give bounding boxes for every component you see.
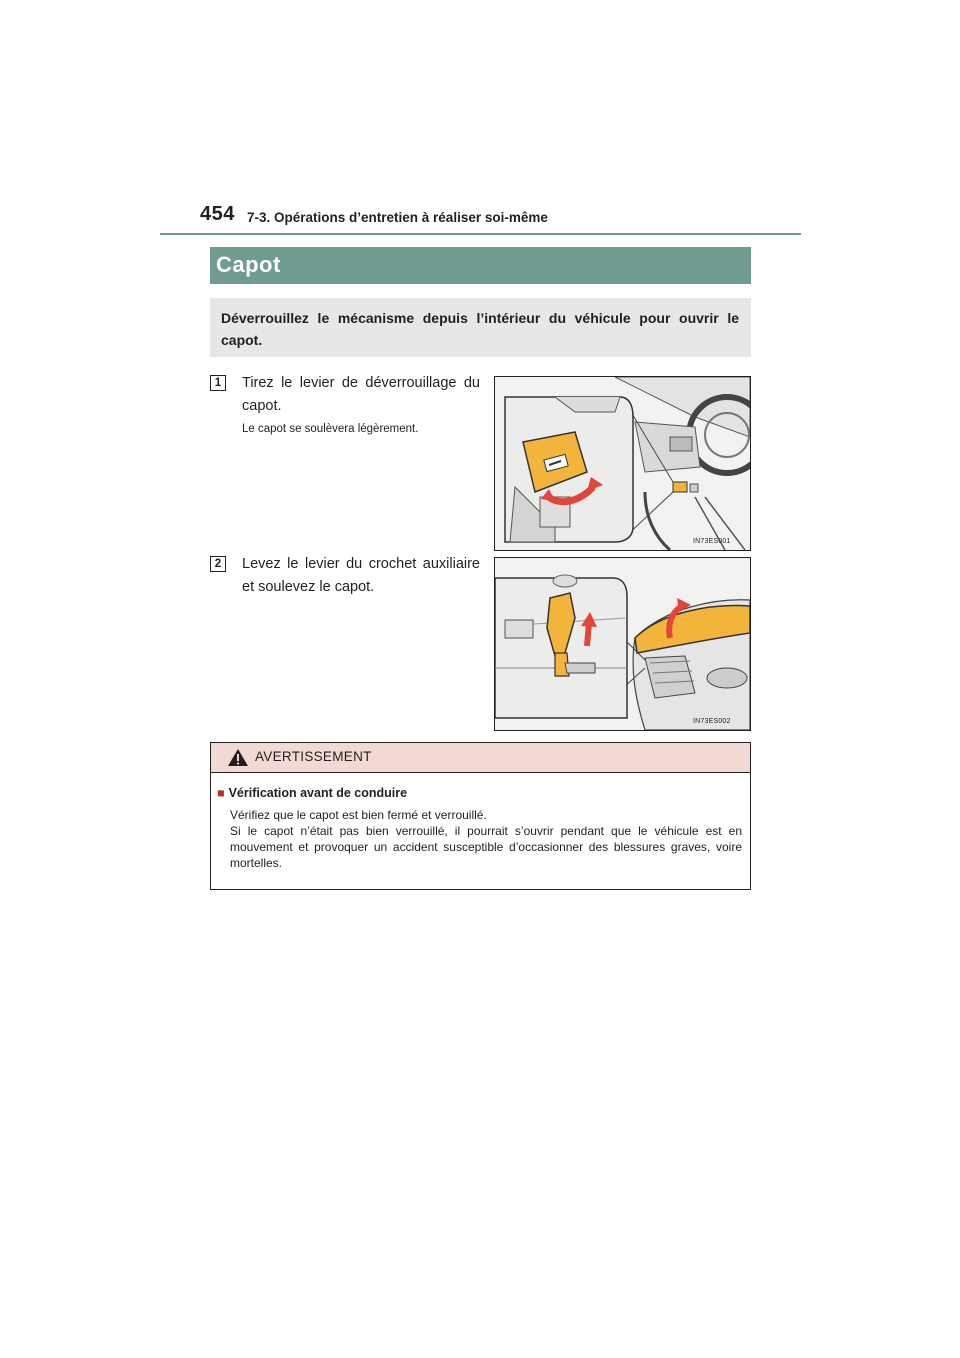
warning-subtitle-text: Vérification avant de conduire [228,786,408,800]
image-code-2: IN73ES002 [693,718,731,725]
step-text-2: Levez le levier du crochet auxiliaire et soulevez le capot. [242,556,480,595]
warning-title: AVERTISSEMENT [255,749,372,764]
illustration-hood-release-lever [494,376,751,551]
chapter-title: 7-3. Opérations d’entretien à réaliser soi-même [247,210,548,225]
warning-line-2: Si le capot n’était pas bien verrouillé, il pourrait s’ouvrir pendant que le véhicule est en mouvement et provoquer un accident susceptible d’occasionner des blessures graves, voire mortelles. [230,824,742,870]
step-text-1: Tirez le levier de déverrouillage du capot. [242,375,480,414]
warning-line-1: Vérifiez que le capot est bien fermé et verrouillé. [230,808,487,822]
header-rule [160,233,801,235]
step-number-2: 2 [210,556,226,572]
warning-box [210,742,751,890]
step-note-1: Le capot se soulèvera légèrement. [242,423,419,435]
warning-triangle-icon [227,748,249,767]
image-code-1: IN73ES001 [693,538,731,545]
illustration-auxiliary-catch-lever [494,557,751,731]
page-number: 454 [200,203,235,225]
section-title-bar [210,247,751,284]
intro-box [210,298,751,357]
intro-text: Déverrouillez le mécanisme depuis l’intérieur du véhicule pour ouvrir le capot. [221,310,739,348]
step-number-1: 1 [210,375,226,391]
warning-header [211,743,750,773]
warning-subtitle [217,786,407,800]
section-title: Capot [216,252,281,277]
warning-body [230,807,742,871]
bullet-square-icon: ■ [217,786,225,800]
